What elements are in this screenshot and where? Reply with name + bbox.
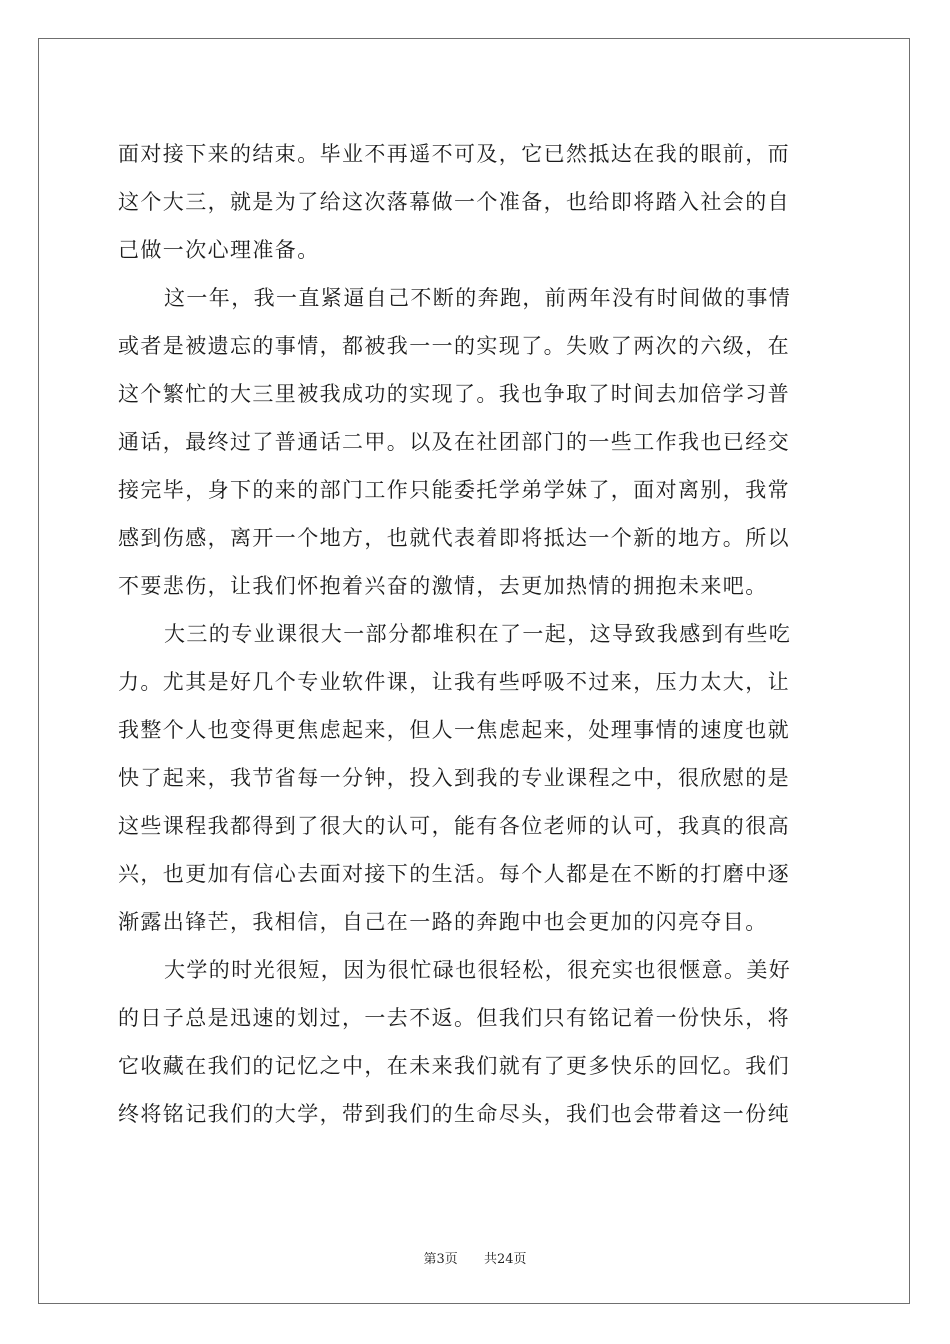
text-line: 感到伤感，离开一个地方，也就代表着即将抵达一个新的地方。所以: [118, 526, 790, 550]
text-line: 这些课程我都得到了很大的认可，能有各位老师的认可，我真的很高: [118, 814, 790, 838]
text-line: 不要悲伤，让我们怀抱着兴奋的激情，去更加热情的拥抱未来吧。: [118, 574, 768, 598]
text-line: 快了起来，我节省每一分钟，投入到我的专业课程之中，很欣慰的是: [118, 766, 790, 790]
text-line: 己做一次心理准备。: [118, 238, 320, 262]
paragraph-start-line: 大三的专业课很大一部分都堆积在了一起，这导致我感到有些吃: [164, 622, 792, 646]
text-line: 面对接下来的结束。毕业不再遥不可及，它已然抵达在我的眼前，而: [118, 142, 790, 166]
text-line: 渐露出锋芒，我相信，自己在一路的奔跑中也会更加的闪亮夺目。: [118, 910, 768, 934]
text-line: 它收藏在我们的记忆之中，在未来我们就有了更多快乐的回忆。我们: [118, 1054, 790, 1078]
text-line: 的日子总是迅速的划过，一去不返。但我们只有铭记着一份快乐，将: [118, 1006, 790, 1030]
text-line: 这个繁忙的大三里被我成功的实现了。我也争取了时间去加倍学习普: [118, 382, 790, 406]
paragraph-start-line: 大学的时光很短，因为很忙碌也很轻松，很充实也很惬意。美好: [164, 958, 792, 982]
text-line: 力。尤其是好几个专业软件课，让我有些呼吸不过来，压力太大，让: [118, 670, 790, 694]
paragraph-start-line: 这一年，我一直紧逼自己不断的奔跑，前两年没有时间做的事情: [164, 286, 792, 310]
page-footer: [0, 1248, 950, 1267]
document-body: [118, 130, 838, 1138]
text-line: 终将铭记我们的大学，带到我们的生命尽头，我们也会带着这一份纯: [118, 1102, 790, 1126]
current-page-label: 第3页: [423, 1252, 458, 1267]
text-line: 通话，最终过了普通话二甲。以及在社团部门的一些工作我也已经交: [118, 430, 790, 454]
text-line: 我整个人也变得更焦虑起来，但人一焦虑起来，处理事情的速度也就: [118, 718, 790, 742]
text-line: 接完毕，身下的来的部门工作只能委托学弟学妹了，面对离别，我常: [118, 478, 790, 502]
text-line: 这个大三，就是为了给这次落幕做一个准备，也给即将踏入社会的自: [118, 190, 790, 214]
text-line: 兴，也更加有信心去面对接下的生活。每个人都是在不断的打磨中逐: [118, 862, 790, 886]
total-pages-label: 共24页: [484, 1252, 527, 1267]
text-line: 或者是被遗忘的事情，都被我一一的实现了。失败了两次的六级，在: [118, 334, 790, 358]
